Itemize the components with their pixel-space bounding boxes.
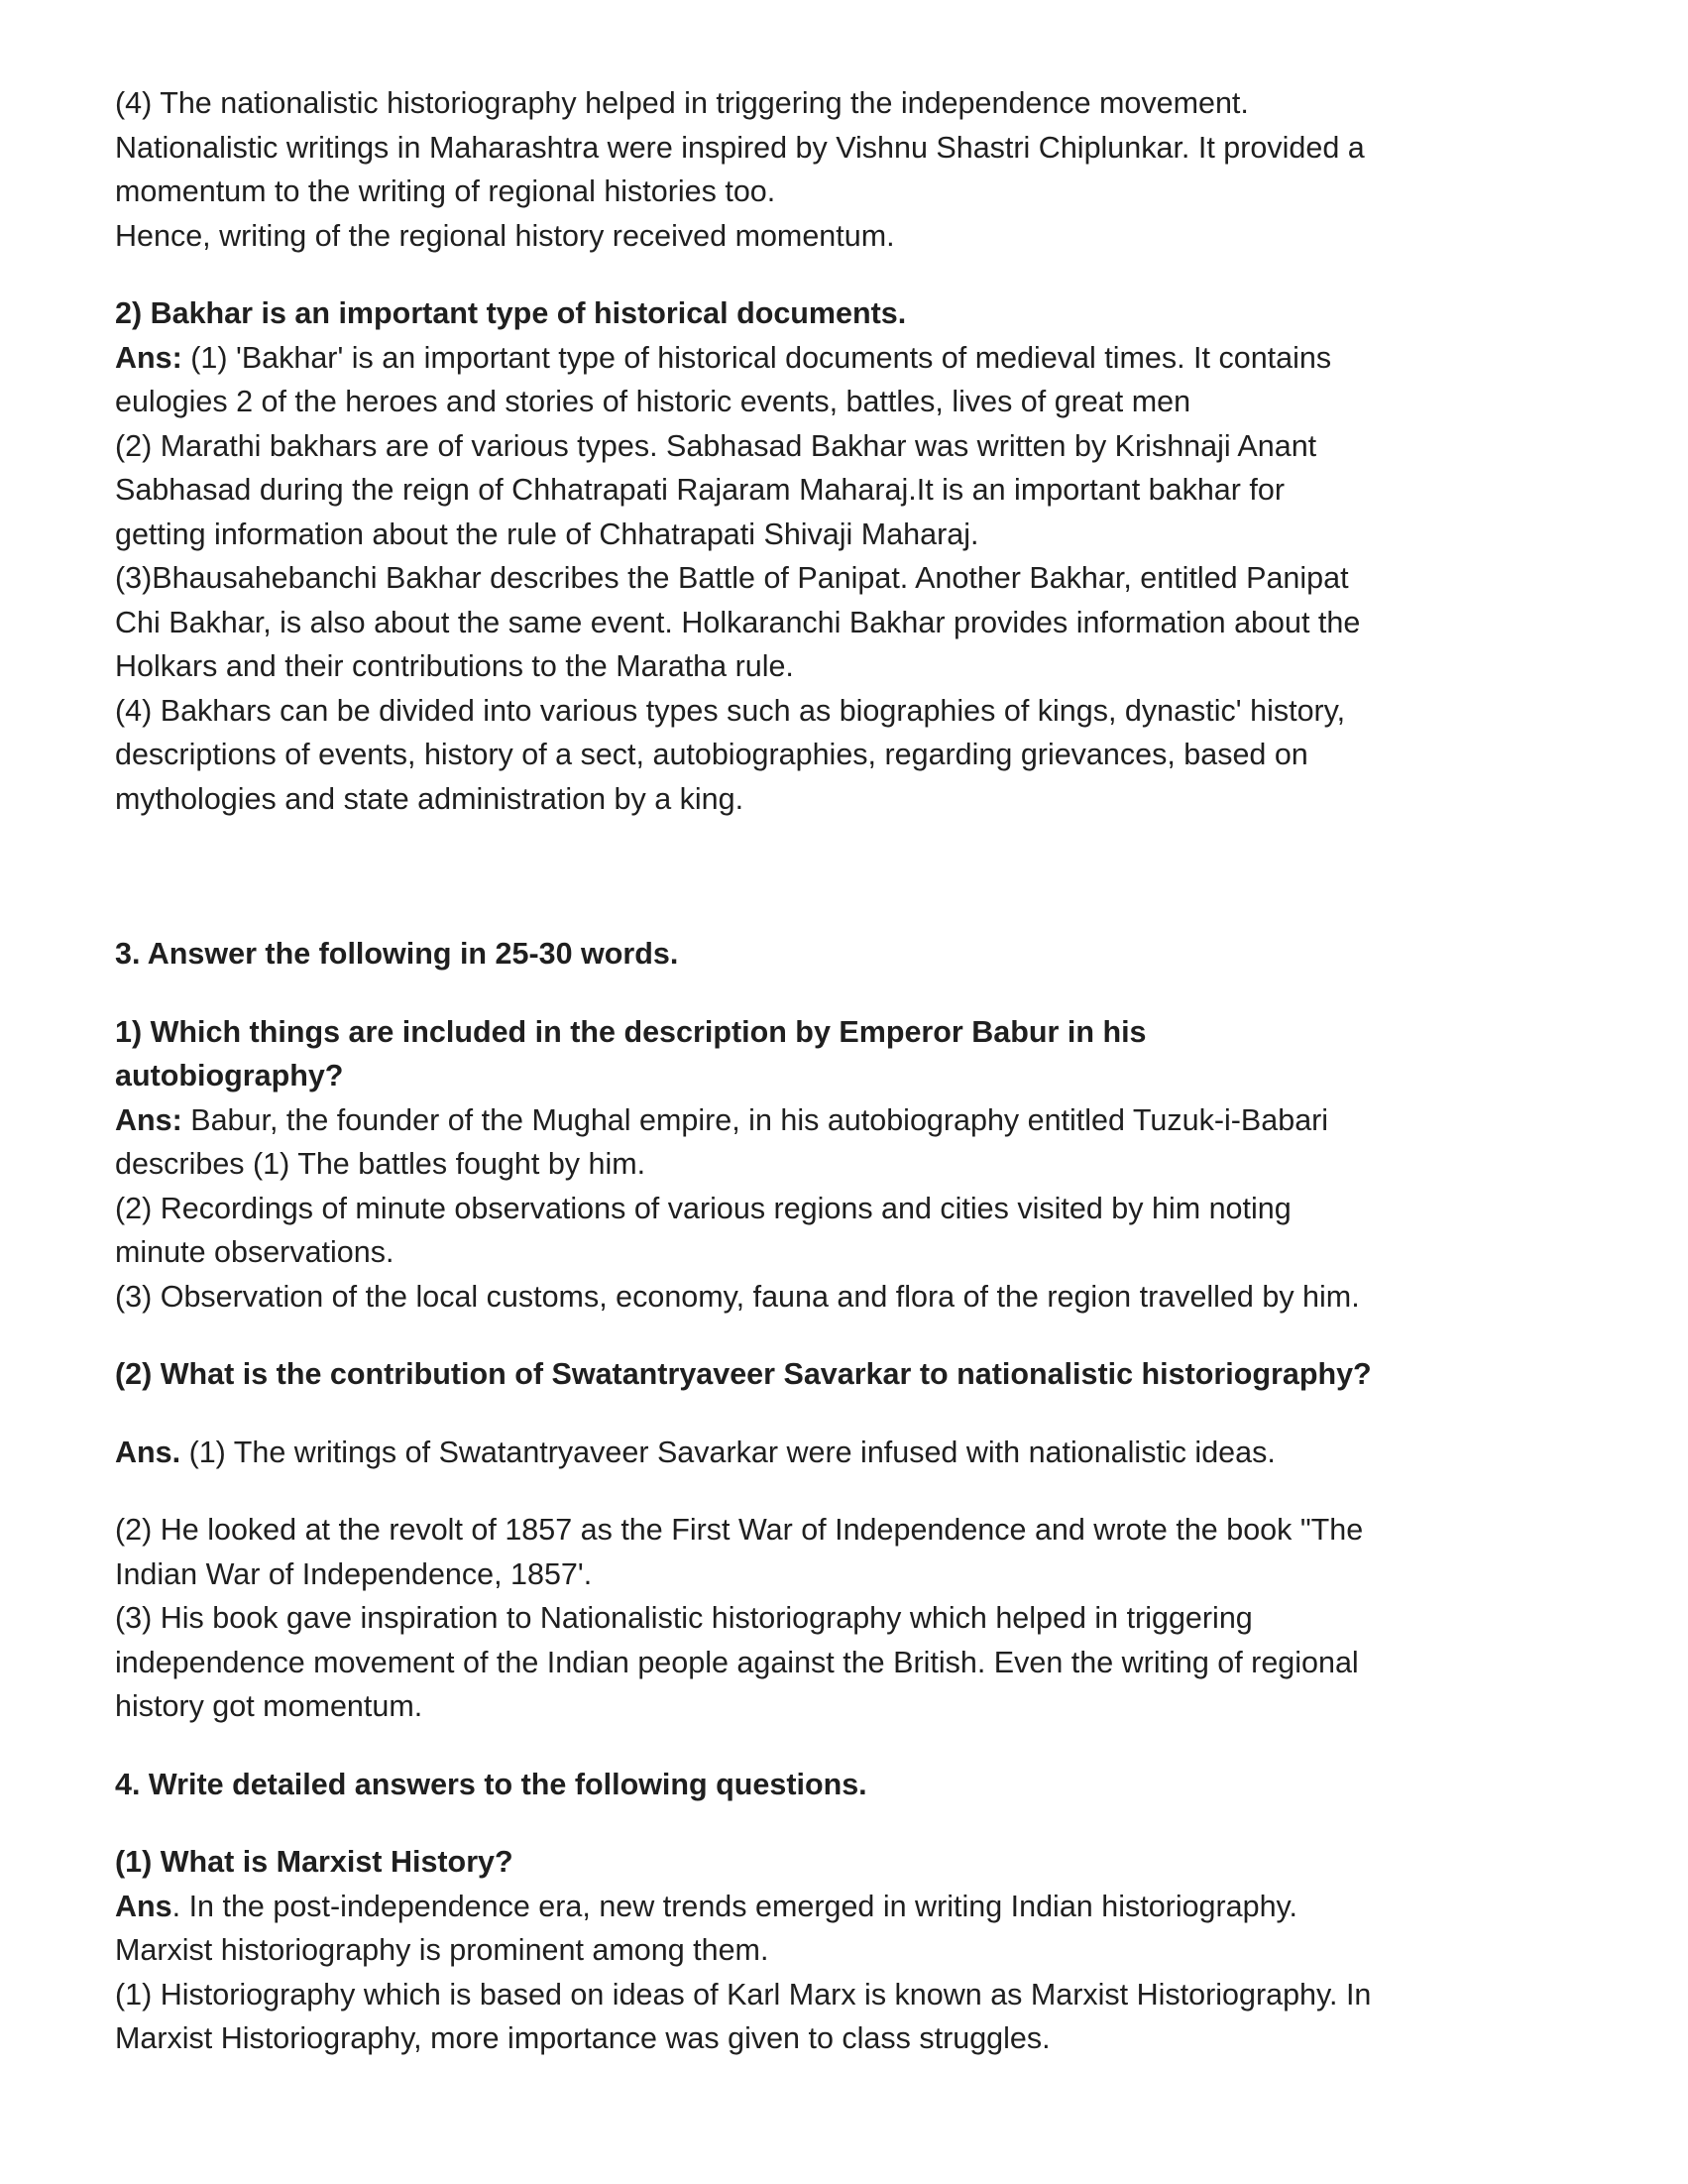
paragraph-line: momentum to the writing of regional histories too. <box>115 174 776 208</box>
answer-label: Ans. <box>115 1435 181 1469</box>
answer-line: descriptions of events, history of a sect, autobiographies, regarding grievances, based on <box>115 738 1308 771</box>
section-3 <box>115 932 1582 1729</box>
answer-line: history got momentum. <box>115 1689 423 1723</box>
answer-line <box>115 1098 1582 1143</box>
question-marxist <box>115 1840 1582 2061</box>
answer-text: (1) The writings of Swatantryaveer Savarkar were infused with nationalistic ideas. <box>180 1435 1276 1469</box>
answer-line: minute observations. <box>115 1235 394 1269</box>
question-heading: (1) What is Marxist History? <box>115 1845 513 1879</box>
answer-line <box>115 336 1582 381</box>
answer-line: (2) He looked at the revolt of 1857 as the First War of Independence and wrote the book "The <box>115 1513 1364 1547</box>
answer-label: Ans: <box>115 1102 182 1137</box>
question-bakhar <box>115 291 1582 821</box>
question-heading: 1) Which things are included in the description by Emperor Babur in his <box>115 1014 1147 1049</box>
section-heading: 3. Answer the following in 25-30 words. <box>115 937 679 971</box>
document-page <box>115 81 1582 2061</box>
paragraph-line: Hence, writing of the regional history received momentum. <box>115 218 895 253</box>
answer-text: Babur, the founder of the Mughal empire, in his autobiography entitled Tuzuk-i-Babari <box>181 1102 1329 1137</box>
answer-line: Holkars and their contributions to the Maratha rule. <box>115 649 794 683</box>
paragraph-line: Nationalistic writings in Maharashtra were inspired by Vishnu Shastri Chiplunkar. It provided a <box>115 130 1365 165</box>
answer-line: getting information about the rule of Chhatrapati Shivaji Maharaj. <box>115 517 979 551</box>
question-savarkar <box>115 1352 1582 1729</box>
question-heading: (2) What is the contribution of Swatantryaveer Savarkar to nationalistic historiography? <box>115 1357 1372 1391</box>
answer-line: describes (1) The battles fought by him. <box>115 1147 646 1181</box>
answer-line: (3)Bhausahebanchi Bakhar describes the Battle of Panipat. Another Bakhar, entitled Panipat <box>115 561 1349 595</box>
answer-line: (2) Recordings of minute observations of various regions and cities visited by him noting <box>115 1191 1292 1225</box>
answer-line: Marxist historiography is prominent among them. <box>115 1933 769 1967</box>
answer-label: Ans: <box>115 340 182 375</box>
answer-text: (1) 'Bakhar' is an important type of historical documents of medieval times. It contains <box>181 340 1332 375</box>
question-heading: 2) Bakhar is an important type of historical documents. <box>115 296 907 330</box>
answer-line <box>115 1885 1582 1929</box>
answer-label: Ans <box>115 1889 172 1923</box>
question-heading: autobiography? <box>115 1059 344 1092</box>
section-heading: 4. Write detailed answers to the following questions. <box>115 1767 867 1801</box>
answer-line: (1) Historiography which is based on ideas of Karl Marx is known as Marxist Historiography. In <box>115 1977 1372 2012</box>
paragraph-line: (4) The nationalistic historiography helped in triggering the independence movement. <box>115 86 1249 120</box>
answer-line: eulogies 2 of the heroes and stories of historic events, battles, lives of great men <box>115 385 1191 418</box>
answer-line: Indian War of Independence, 1857'. <box>115 1556 593 1591</box>
answer-line <box>115 1431 1582 1475</box>
answer-text: . In the post-independence era, new trends emerged in writing Indian historiography. <box>171 1889 1298 1923</box>
answer-line: (3) Observation of the local customs, economy, fauna and flora of the region travelled by him. <box>115 1279 1360 1314</box>
question-babur <box>115 1010 1582 1320</box>
section-4 <box>115 1763 1582 2061</box>
section-1-continuation <box>115 81 1582 258</box>
answer-line: (3) His book gave inspiration to Nationalistic historiography which helped in triggering <box>115 1601 1253 1635</box>
answer-line: Marxist Historiography, more importance was given to class struggles. <box>115 2021 1051 2055</box>
answer-line: Chi Bakhar, is also about the same event. Holkaranchi Bakhar provides information about the <box>115 605 1361 639</box>
answer-line: (4) Bakhars can be divided into various types such as biographies of kings, dynastic' history, <box>115 693 1346 728</box>
answer-line: mythologies and state administration by a king. <box>115 781 744 816</box>
answer-line: (2) Marathi bakhars are of various types. Sabhasad Bakhar was written by Krishnaji Anant <box>115 428 1317 463</box>
answer-line: independence movement of the Indian people against the British. Even the writing of regional <box>115 1645 1359 1679</box>
answer-line: Sabhasad during the reign of Chhatrapati Rajaram Maharaj.It is an important bakhar for <box>115 473 1285 507</box>
